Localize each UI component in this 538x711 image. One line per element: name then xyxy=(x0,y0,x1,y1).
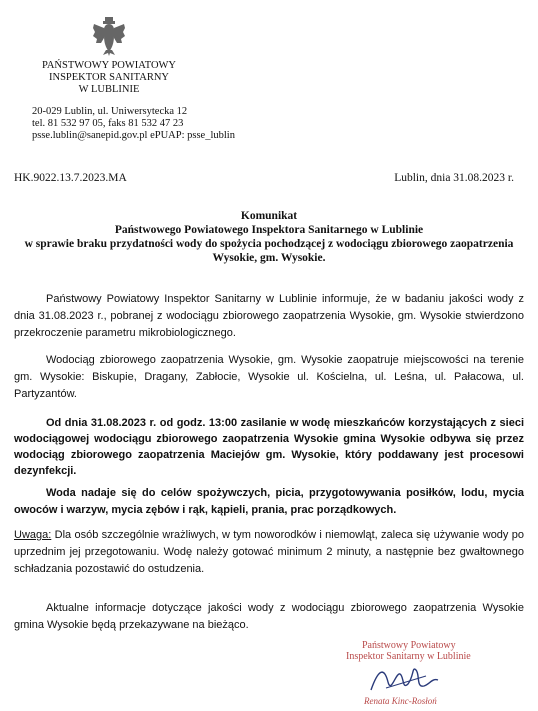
stamp-line2: Inspektor Sanitarny w Lublinie xyxy=(346,651,471,662)
address-line: 20-029 Lublin, ul. Uniwersytecka 12 xyxy=(32,106,188,117)
signature-icon xyxy=(366,660,446,700)
paragraph-alternative-supply: Od dnia 31.08.2023 r. od godz. 13:00 zasilanie w wodę mieszkańców korzystających z sieci wodociągowej wodociągu zbiorowego zaopatrzenia Wysokie gmina Wysokie odbywa się przez wodociąg zbiorowego zaopatrzenia Maciejów gm. Wysokie, który poddawany jest procesowi dezynfekcji. xyxy=(14,417,524,477)
paragraph-announcement: Państwowy Powiatowy Inspektor Sanitarny w Lublinie informuje, że w badaniu jakości wody z dnia 31.08.2023 r., pobranej z wodociągu zbiorowego zaopatrzenia Wysokie, gm. Wysokie stwierdzono przekroczenie parametru mikrobiologicznego. xyxy=(14,293,524,339)
stamp-line1: Państwowy Powiatowy xyxy=(362,640,456,651)
warning-label: Uwaga: xyxy=(14,529,52,541)
title-issuer: Państwowego Powiatowego Inspektora Sanitarnego w Lublinie xyxy=(114,224,424,236)
paragraph-warning xyxy=(14,527,524,578)
title-komunikat: Komunikat xyxy=(240,210,298,222)
paragraph-water-usage: Woda nadaje się do celów spożywczych, picia, przygotowywania posiłków, lodu, mycia owoców i warzyw, mycia zębów i rąk, kąpieli, prania, prac porządkowych. xyxy=(14,487,524,516)
official-stamp xyxy=(336,640,486,706)
eagle-emblem-icon xyxy=(92,16,126,56)
institution-name-line2: INSPEKTOR SANITARNY xyxy=(48,72,170,83)
paragraph-supplied-localities: Wodociąg zbiorowego zaopatrzenia Wysokie, gm. Wysokie zaopatruje miejscowości na terenie gm. Wysokie: Biskupie, Dragany, Zabłocie, Wysokie ul. Kościelna, ul. Leśna, ul. Pałacowa, ul. Partyzantów. xyxy=(14,354,524,400)
institution-name-line3: W LUBLINIE xyxy=(78,84,140,95)
paragraph-updates-info: Aktualne informacje dotyczące jakości wody z wodociągu zbiorowego zaopatrzenia Wysokie gmina Wysokie będą przekazywane na bieżąco. xyxy=(14,602,524,631)
warning-text: Dla osób szczególnie wrażliwych, w tym noworodków i niemowląt, zaleca się używanie wody po uprzednim jej przegotowaniu. Wodę należy gotować minimum 2 minuty, a następnie bez gwałtownego schładzania pozostawić do ostudzenia. xyxy=(14,529,524,575)
institution-name-line1: PAŃSTWOWY POWIATOWY xyxy=(41,60,177,71)
document-date: Lublin, dnia 31.08.2023 r. xyxy=(394,172,514,184)
signatory-name: Renata Kinc-Rosłoń xyxy=(364,696,437,706)
email-epuap-line: psse.lublin@sanepid.gov.pl ePUAP: psse_lublin xyxy=(32,130,235,141)
phone-fax-line: tel. 81 532 97 05, faks 81 532 47 23 xyxy=(32,118,184,129)
reference-number: HK.9022.13.7.2023.MA xyxy=(14,172,127,184)
title-subject: w sprawie braku przydatności wody do spożycia pochodzącej z wodociągu zbiorowego zaopatrzenia xyxy=(24,238,514,250)
title-subject-location: Wysokie, gm. Wysokie. xyxy=(212,252,326,264)
